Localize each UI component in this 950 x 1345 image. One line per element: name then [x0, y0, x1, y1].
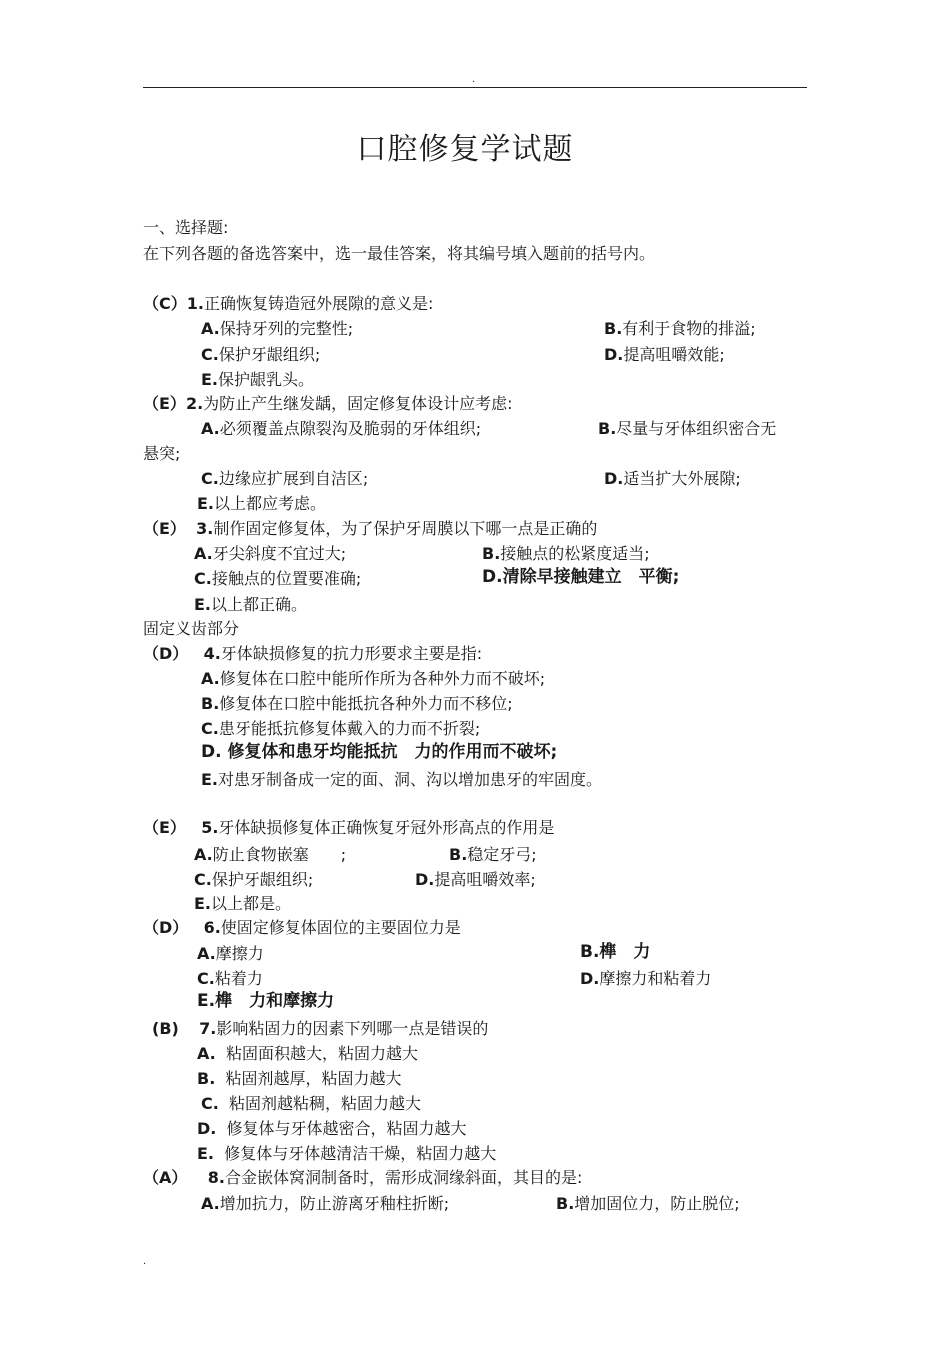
option-text: 粘固剂越厚，粘固力越大	[225, 1069, 402, 1088]
question-stem: 制作固定修复体，为了保护牙周膜以下哪一点是正确的	[213, 519, 598, 538]
option-text: 必须覆盖点隙裂沟及脆弱的牙体组织;	[219, 419, 482, 438]
option-a	[194, 845, 346, 865]
option-a	[197, 944, 264, 964]
answer-mark: (B)	[152, 1019, 179, 1038]
option-text: 提高咀嚼效能;	[623, 345, 725, 364]
option-text: 修复体在口腔中能所作所为各种外力而不破坏;	[219, 669, 546, 688]
question-number: 4.	[203, 644, 221, 663]
option-letter: C.	[201, 469, 219, 488]
option-c	[201, 1094, 421, 1114]
part-heading: 固定义齿部分	[143, 619, 240, 638]
option-text: 清除早接触建立 平衡;	[502, 567, 680, 587]
option-d	[415, 870, 536, 890]
option-c	[194, 870, 313, 890]
question-stem: 合金嵌体窝洞制备时，需形成洞缘斜面，其目的是:	[224, 1168, 583, 1187]
option-c	[201, 345, 320, 365]
question-7	[152, 1019, 488, 1039]
question-5	[143, 818, 554, 838]
option-b	[482, 544, 650, 564]
option-letter: A.	[201, 319, 220, 338]
option-text: 接触点的位置要准确;	[211, 569, 362, 588]
option-b	[197, 1069, 401, 1089]
option-text: 牙尖斜度不宜过大;	[212, 544, 347, 563]
option-a	[201, 319, 353, 339]
question-6	[143, 918, 461, 938]
option-letter: A.	[201, 1194, 220, 1213]
option-text: 边缘应扩展到自洁区;	[218, 469, 369, 488]
option-letter: A.	[197, 944, 216, 963]
option-b	[598, 419, 776, 439]
option-letter: E.	[197, 1144, 215, 1163]
option-e	[201, 370, 314, 390]
option-text: 粘固面积越大，粘固力越大	[225, 1044, 418, 1063]
section-instruction: 在下列各题的备选答案中，选一最佳答案，将其编号填入题前的括号内。	[143, 244, 656, 263]
option-text: 保护牙龈组织;	[218, 345, 321, 364]
option-text: 接触点的松紧度适当;	[500, 544, 650, 563]
option-letter: E.	[201, 770, 219, 789]
option-text: 保护龈乳头。	[218, 370, 315, 389]
option-text: 尽量与牙体组织密合无	[616, 419, 777, 438]
option-letter: B.	[580, 942, 600, 962]
answer-mark: （D）	[143, 918, 189, 937]
option-letter: E.	[194, 894, 212, 913]
option-e	[197, 991, 334, 1011]
option-text: 保持牙列的完整性;	[219, 319, 354, 338]
option-text: 粘着力	[214, 969, 263, 988]
answer-mark: （E）	[143, 519, 186, 538]
option-text: 防止食物嵌塞 ;	[212, 845, 347, 864]
option-letter: D.	[604, 345, 624, 364]
footer-dot: .	[143, 1256, 147, 1267]
option-letter: E.	[194, 595, 212, 614]
option-d	[604, 345, 725, 365]
option-text: 对患牙制备成一定的面、洞、沟以增加患牙的牢固度。	[218, 770, 603, 789]
option-text: 提高咀嚼效率;	[434, 870, 536, 889]
question-stem: 正确恢复铸造冠外展隙的意义是:	[203, 294, 434, 313]
question-number: 2.	[185, 394, 204, 413]
option-b	[556, 1194, 740, 1214]
option-d	[197, 1119, 467, 1139]
option-letter: C.	[194, 569, 212, 588]
question-1	[143, 294, 433, 314]
option-a	[201, 419, 481, 439]
option-text: 以上都是。	[211, 894, 292, 913]
question-number: 8.	[207, 1168, 225, 1187]
option-letter: B.	[604, 319, 623, 338]
option-letter: D.	[197, 1119, 217, 1138]
question-2	[143, 394, 513, 414]
question-number: 3.	[196, 519, 214, 538]
answer-mark: （D）	[143, 644, 189, 663]
option-c	[197, 969, 263, 989]
option-text: 修复体与牙体越密合，粘固力越大	[226, 1119, 467, 1138]
option-b-continued: 悬突;	[143, 444, 181, 463]
question-stem: 使固定修复体固位的主要固位力是	[220, 918, 461, 937]
option-text: 以上都应考虑。	[214, 494, 327, 513]
option-text: 适当扩大外展隙;	[623, 469, 741, 488]
question-stem: 牙体缺损修复的抗力形要求主要是指:	[220, 644, 483, 663]
option-text: 患牙能抵抗修复体戴入的力而不折裂;	[218, 719, 481, 738]
option-letter: C.	[201, 719, 219, 738]
option-d	[604, 469, 741, 489]
option-text: 修复体和患牙均能抵抗 力的作用而不破坏;	[227, 742, 558, 762]
option-letter: E.	[197, 991, 216, 1011]
option-text: 摩擦力	[215, 944, 264, 963]
option-letter: D.	[201, 742, 222, 762]
option-text: 有利于食物的排溢;	[622, 319, 756, 338]
question-number: 7.	[199, 1019, 217, 1038]
option-text: 摩擦力和粘着力	[599, 969, 712, 988]
answer-mark: （A）	[143, 1168, 188, 1187]
option-text: 增加抗力，防止游离牙釉柱折断;	[219, 1194, 450, 1213]
option-text: 榫 力	[599, 942, 651, 962]
question-3	[143, 519, 597, 539]
question-stem: 牙体缺损修复体正确恢复牙冠外形高点的作用是	[218, 818, 555, 837]
option-letter: A.	[201, 669, 220, 688]
option-letter: E.	[197, 494, 215, 513]
option-c	[201, 719, 480, 739]
option-d	[482, 567, 679, 587]
option-e	[194, 595, 307, 615]
question-number: 6.	[203, 918, 221, 937]
option-text: 保护牙龈组织;	[211, 870, 314, 889]
option-a	[201, 669, 545, 689]
option-d	[580, 969, 711, 989]
question-stem: 为防止产生继发龋，固定修复体设计应考虑:	[203, 394, 513, 413]
option-text: 修复体在口腔中能抵抗各种外力而不移位;	[219, 694, 513, 713]
option-text: 修复体与牙体越清洁干燥，粘固力越大	[224, 1144, 497, 1163]
question-4	[143, 644, 482, 664]
header-dot: .	[472, 74, 476, 85]
option-letter: B.	[201, 694, 220, 713]
option-a	[197, 1044, 418, 1064]
option-letter: C.	[197, 969, 215, 988]
option-letter: A.	[197, 1044, 216, 1063]
option-letter: D.	[482, 567, 503, 587]
option-text: 粘固剂越粘稠，粘固力越大	[229, 1094, 422, 1113]
option-letter: B.	[482, 544, 501, 563]
option-b	[449, 845, 537, 865]
option-a	[201, 1194, 449, 1214]
option-letter: C.	[201, 1094, 219, 1113]
answer-mark: （E）	[143, 818, 186, 837]
option-d	[201, 742, 557, 762]
option-e	[194, 894, 291, 914]
answer-mark: （C）	[143, 294, 187, 313]
section-heading: 一、选择题:	[143, 218, 229, 237]
option-letter: D.	[415, 870, 435, 889]
option-c	[201, 469, 368, 489]
option-text: 增加固位力，防止脱位;	[574, 1194, 740, 1213]
option-a	[194, 544, 346, 564]
option-b	[580, 942, 650, 962]
option-e	[201, 770, 602, 790]
question-stem: 影响粘固力的因素下列哪一点是错误的	[216, 1019, 489, 1038]
option-text: 以上都正确。	[211, 595, 308, 614]
option-text: 稳定牙弓;	[467, 845, 537, 864]
option-b	[201, 694, 513, 714]
answer-mark: （E）	[143, 394, 186, 413]
question-number: 5.	[201, 818, 219, 837]
option-e	[197, 1144, 496, 1164]
header-rule	[143, 87, 807, 88]
option-letter: A.	[194, 544, 213, 563]
option-letter: B.	[556, 1194, 575, 1213]
option-text: 榫 力和摩擦力	[215, 991, 335, 1011]
option-letter: B.	[197, 1069, 216, 1088]
option-e	[197, 494, 326, 514]
page-title: 口腔修复学试题	[356, 132, 574, 167]
question-number: 1.	[186, 294, 204, 313]
option-letter: B.	[449, 845, 468, 864]
option-letter: C.	[194, 870, 212, 889]
option-letter: D.	[604, 469, 624, 488]
option-c	[194, 569, 361, 589]
option-letter: E.	[201, 370, 219, 389]
option-letter: D.	[580, 969, 600, 988]
option-letter: A.	[194, 845, 213, 864]
option-b	[604, 319, 756, 339]
option-letter: B.	[598, 419, 617, 438]
question-8	[143, 1168, 582, 1188]
option-letter: C.	[201, 345, 219, 364]
option-letter: A.	[201, 419, 220, 438]
